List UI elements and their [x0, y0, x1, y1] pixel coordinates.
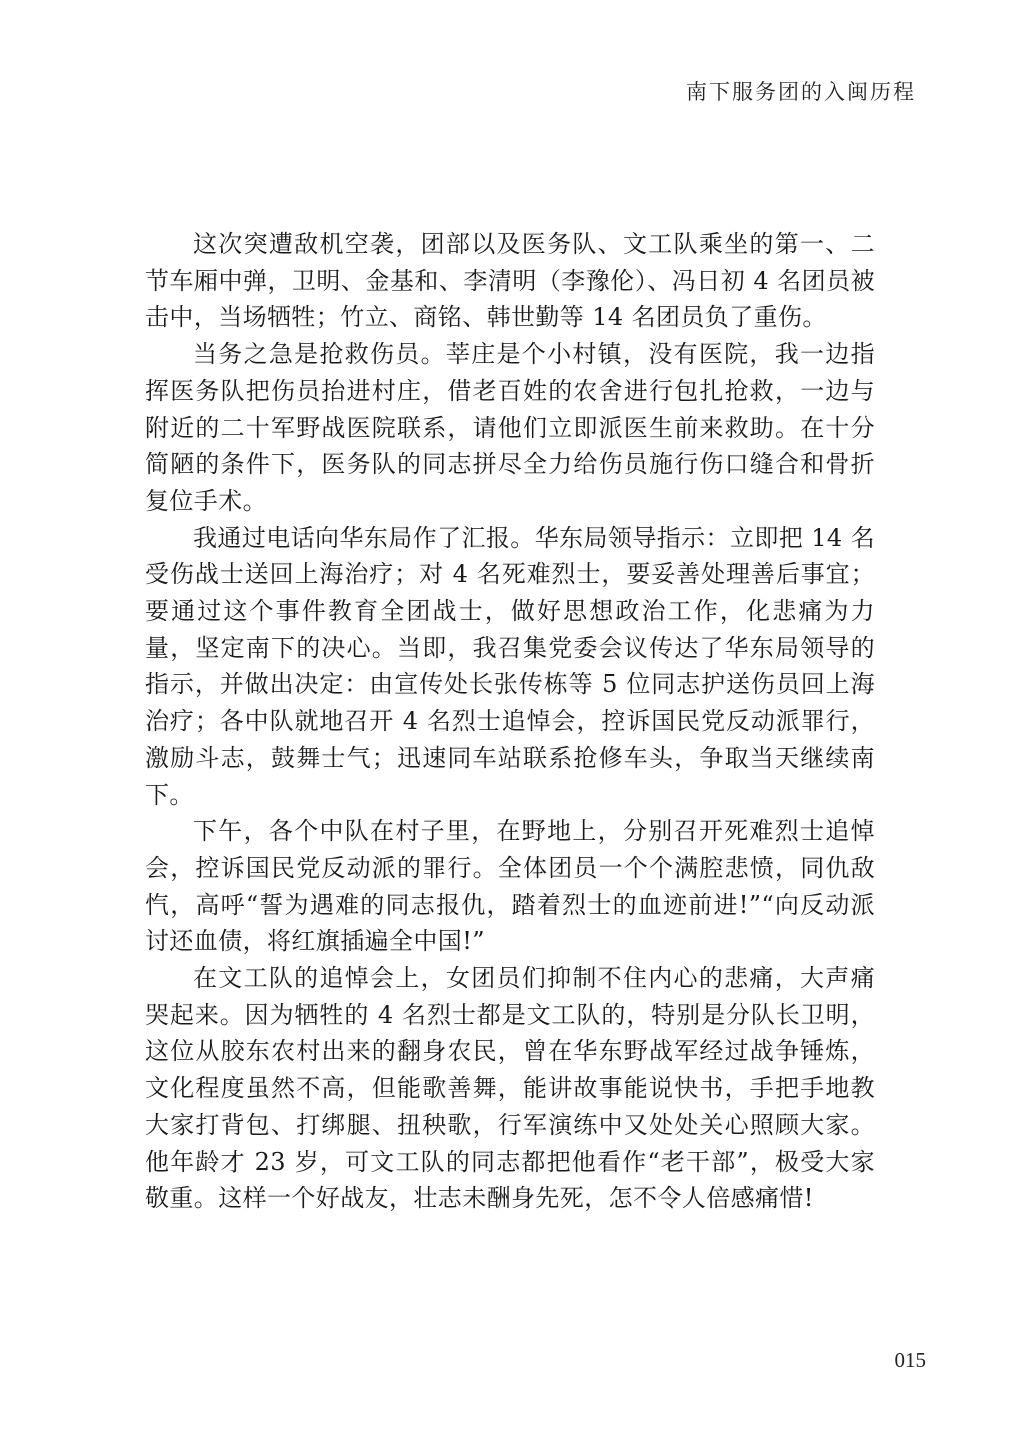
page-number: 015 [894, 1348, 926, 1372]
paragraph: 当务之急是抢救伤员。莘庄是个小村镇，没有医院，我一边指挥医务队把伤员抬进村庄，借老百姓的农舍进行包扎抢救，一边与附近的二十军野战医院联系，请他们立即派医生前来救助。在十分简陋的条件下，医务队的同志拼尽全力给伤员施行伤口缝合和骨折复位手术。 [145, 340, 875, 515]
paragraph: 这次突遭敌机空袭，团部以及医务队、文工队乘坐的第一、二节车厢中弹，卫明、金基和、李清明（李豫伦）、冯日初 4 名团员被击中，当场牺牲；竹立、商铭、韩世勤等 14 名团员负了重伤。 [145, 230, 875, 332]
running-header-title: 南下服务团的入闽历程 [686, 80, 916, 104]
paragraph: 在文工队的追悼会上，女团员们抑制不住内心的悲痛，大声痛哭起来。因为牺牲的 4 名烈士都是文工队的，特别是分队长卫明，这位从胶东农村出来的翻身农民，曾在华东野战军经过战争锤炼，文化程度虽然不高，但能歌善舞，能讲故事能说快书，手把手地教大家打背包、打绑腿、扭秧歌，行军演练中又处处关心照顾大家。他年龄才 23 岁，可文工队的同志都把他看作“老干部”，极受大家敬重。这样一个好战友，壮志未酬身先死，怎不令人倍感痛惜! [145, 964, 875, 1213]
paragraph: 我通过电话向华东局作了汇报。华东局领导指示：立即把 14 名受伤战士送回上海治疗；对 4 名死难烈士，要妥善处理善后事宜；要通过这个事件教育全团战士，做好思想政治工作，化悲痛为力量，坚定南下的决心。当即，我召集党委会议传达了华东局领导的指示，并做出决定：由宣传处长张传栋等 5 位同志护送伤员回上海治疗；各中队就地召开 4 名烈士追悼会，控诉国民党反动派罪行，激励斗志，鼓舞士气；迅速同车站联系抢修车头，争取当天继续南下。 [145, 523, 875, 809]
body-text [145, 226, 875, 1217]
paragraph: 下午，各个中队在村子里，在野地上，分别召开死难烈士追悼会，控诉国民党反动派的罪行。全体团员一个个满腔悲愤，同仇敌忾，高呼“誓为遇难的同志报仇，踏着烈士的血迹前进!”“向反动派讨还血债，将红旗插遍全中国!” [145, 817, 875, 956]
